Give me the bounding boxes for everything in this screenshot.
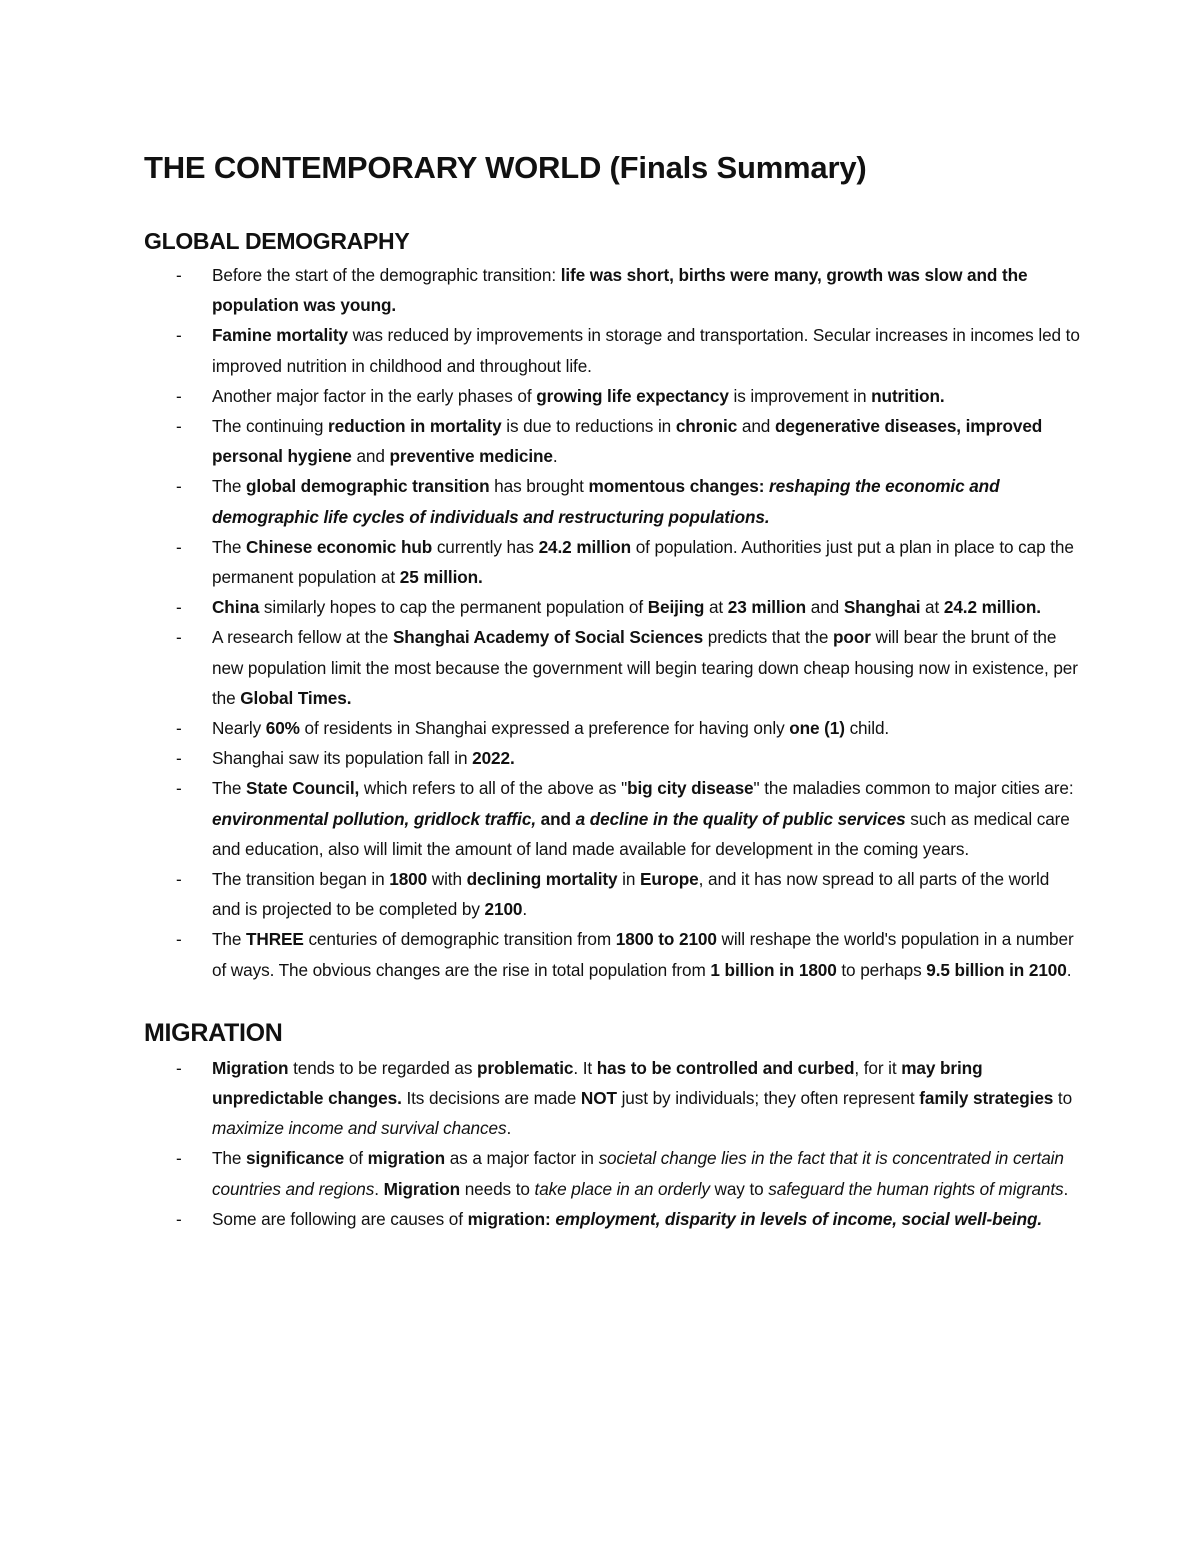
bullet-dash: - (176, 385, 182, 406)
text-run: growing life expectancy (536, 385, 729, 406)
text-run: to perhaps (836, 959, 927, 980)
text-run: A research fellow at the (212, 627, 393, 648)
section-heading-global-demography: GLOBAL DEMOGRAPHY (144, 228, 410, 254)
bullet-dash: - (176, 929, 182, 950)
text-run: was reduced by improvements in storage and transportation. Secular increases in incomes led to improved nutrition in childhood and throughout life. (212, 325, 1080, 376)
text-run: The continuing (212, 416, 329, 437)
text-run: China (212, 597, 260, 618)
text-run: Famine mortality (212, 325, 348, 346)
text-run: and (737, 416, 775, 437)
text-run: safeguard the human rights of migrants (768, 1178, 1064, 1199)
text-run: and (806, 597, 844, 618)
text-run: 1800 (389, 869, 428, 890)
text-run: 24.2 million (538, 536, 632, 557)
text-run: reduction in mortality (328, 416, 502, 437)
list-item (144, 1143, 1080, 1203)
list-item (144, 532, 1080, 592)
list-item (144, 471, 1080, 531)
bullet-dash: - (176, 325, 182, 346)
text-run: Shanghai Academy of Social Sciences (392, 627, 704, 648)
text-run: 2100 (484, 899, 523, 920)
text-run: Shanghai saw its population fall in (212, 748, 473, 769)
bullet-dash: - (176, 416, 182, 437)
text-run: environmental pollution, gridlock traffic, (212, 808, 536, 829)
text-run: centuries of demographic transition from (303, 929, 616, 950)
text-run: 23 million (727, 597, 807, 618)
text-run: . (1066, 959, 1072, 980)
document-title: THE CONTEMPORARY WORLD (Finals Summary) (144, 150, 867, 185)
text-run: to (1053, 1088, 1073, 1109)
list-item (144, 1053, 1080, 1144)
text-run: problematic (477, 1057, 574, 1078)
text-run: The transition began in (212, 869, 390, 890)
text-run: 9.5 billion in 2100 (926, 959, 1067, 980)
text-run: life was short, births were many, growth was slow and the population was young. (212, 265, 1028, 316)
text-run: Its decisions are made (401, 1088, 581, 1109)
list-item (144, 381, 1080, 411)
text-run: State Council, (246, 778, 360, 799)
list-item (144, 260, 1080, 320)
bullet-dash: - (176, 536, 182, 557)
text-run: as a major factor in (445, 1148, 599, 1169)
text-run: The (212, 476, 246, 497)
text-run: Beijing (647, 597, 705, 618)
text-run: The (212, 1148, 246, 1169)
bullet-dash: - (176, 627, 182, 648)
list-item (144, 1204, 1080, 1234)
text-run: . (1063, 1178, 1069, 1199)
text-run: societal change lies in the fact that it is concentrated in certain countries and regions (212, 1148, 1064, 1199)
text-run: tends to be regarded as (288, 1057, 478, 1078)
text-run: is improvement in (728, 385, 872, 406)
text-run: in (617, 869, 641, 890)
text-run: Migration (212, 1057, 289, 1078)
text-run: family strategies (919, 1088, 1054, 1109)
text-run: . (522, 899, 528, 920)
text-run: will bear the brunt of the new population limit the most because the government will begin tearing down cheap housing now in existence, per the (212, 627, 1078, 708)
text-run: Europe (640, 869, 699, 890)
text-run: a decline in the quality of public services (575, 808, 906, 829)
bullet-dash: - (176, 1148, 182, 1169)
text-run: declining mortality (466, 869, 618, 890)
text-run: momentous changes: (588, 476, 765, 497)
list-item (144, 713, 1080, 743)
bullet-dash: - (176, 476, 182, 497)
text-run: of population. Authorities just put a plan in place to cap the permanent population at (212, 536, 1074, 588)
text-run: similarly hopes to cap the permanent population of (259, 597, 648, 618)
text-run: . It (573, 1057, 597, 1078)
text-run: predicts that the (703, 627, 834, 648)
text-run: child. (844, 718, 890, 739)
text-run: chronic (675, 416, 738, 437)
bullet-dash: - (176, 778, 182, 799)
text-run: Chinese economic hub (246, 536, 433, 557)
text-run: which refers to all of the above as " (359, 778, 628, 799)
text-run: The (212, 536, 246, 557)
text-run: . (552, 446, 558, 467)
text-run: 24.2 million. (943, 597, 1041, 618)
text-run: way to (709, 1178, 769, 1199)
list-item (144, 622, 1080, 713)
bullet-dash: - (176, 1057, 182, 1078)
text-run: just by individuals; they often represent (616, 1088, 920, 1109)
text-run: such as medical care and education, also will limit the amount of land made available for development in the coming years. (212, 808, 1070, 859)
text-run: and (351, 446, 390, 467)
text-run: Global Times. (240, 687, 352, 708)
text-run: may bring unpredictable changes. (212, 1057, 983, 1109)
text-run: global demographic transition (246, 476, 490, 497)
text-run: of (344, 1148, 368, 1169)
text-run: at (704, 597, 728, 618)
text-run: has brought (489, 476, 589, 497)
text-run: poor (833, 627, 871, 648)
text-run: migration (367, 1148, 446, 1169)
text-run: , for it (854, 1057, 902, 1078)
text-run: Migration (383, 1178, 461, 1199)
text-run: Before the start of the demographic transition: (212, 265, 561, 285)
bullet-dash: - (176, 869, 182, 890)
text-run: maximize income and survival chances (212, 1118, 507, 1139)
text-run: one (1) (789, 718, 845, 739)
text-run: significance (246, 1148, 345, 1169)
list-item (144, 924, 1080, 984)
bullet-dash: - (176, 265, 182, 285)
list-item (144, 743, 1080, 773)
bullet-dash: - (176, 1208, 182, 1229)
text-run: big city disease (627, 778, 754, 799)
text-run: 2022. (472, 748, 515, 769)
bullet-dash: - (176, 748, 182, 769)
text-run: and (536, 808, 576, 829)
text-run: NOT (580, 1088, 617, 1109)
text-run: . (506, 1118, 512, 1139)
text-run: migration: (467, 1208, 551, 1229)
text-run: . (374, 1178, 384, 1199)
migration-list (144, 1053, 1080, 1234)
list-item (144, 411, 1080, 471)
text-run: needs to (460, 1178, 535, 1199)
text-run: reshaping the economic and demographic life cycles of individuals and restructuring populations. (212, 476, 1000, 527)
text-run: nutrition. (871, 385, 945, 406)
text-run: THREE (246, 929, 304, 950)
text-run: preventive medicine (389, 446, 553, 467)
bullet-dash: - (176, 718, 182, 739)
text-run: with (427, 869, 467, 890)
text-run: take place in an orderly (534, 1178, 710, 1199)
text-run: 60% (265, 718, 300, 739)
text-run: The (212, 929, 246, 950)
text-run: employment, disparity in levels of income, social well-being. (555, 1208, 1043, 1229)
list-item (144, 320, 1080, 380)
text-run: 1 billion in 1800 (710, 959, 837, 980)
text-run: degenerative diseases, improved personal hygiene (212, 416, 1043, 467)
text-run: Nearly (212, 718, 266, 739)
text-run: 25 million. (399, 567, 483, 588)
text-run: currently has (432, 536, 539, 557)
text-run: of residents in Shanghai expressed a preference for having only (299, 718, 790, 739)
text-run: has to be controlled and curbed (596, 1057, 855, 1078)
text-run: The (212, 778, 246, 799)
text-run: is due to reductions in (501, 416, 676, 437)
text-run: , and it has now spread to all parts of the world and is projected to be completed by (212, 869, 1050, 920)
text-run: Another major factor in the early phases of (212, 385, 537, 406)
text-run: Some are following are causes of (212, 1208, 468, 1229)
text-run: Shanghai (843, 597, 921, 618)
text-run: " the maladies common to major cities are: (753, 778, 1074, 799)
list-item (144, 864, 1080, 924)
list-item (144, 773, 1080, 864)
list-item (144, 592, 1080, 622)
text-run: will reshape the world's population in a number of ways. The obvious changes are the rise in total population from (212, 929, 1074, 980)
bullet-dash: - (176, 597, 182, 618)
text-run: 1800 to 2100 (615, 929, 717, 950)
text-run: at (920, 597, 944, 618)
global-demography-list (144, 260, 1080, 985)
section-heading-migration: MIGRATION (144, 1018, 283, 1047)
